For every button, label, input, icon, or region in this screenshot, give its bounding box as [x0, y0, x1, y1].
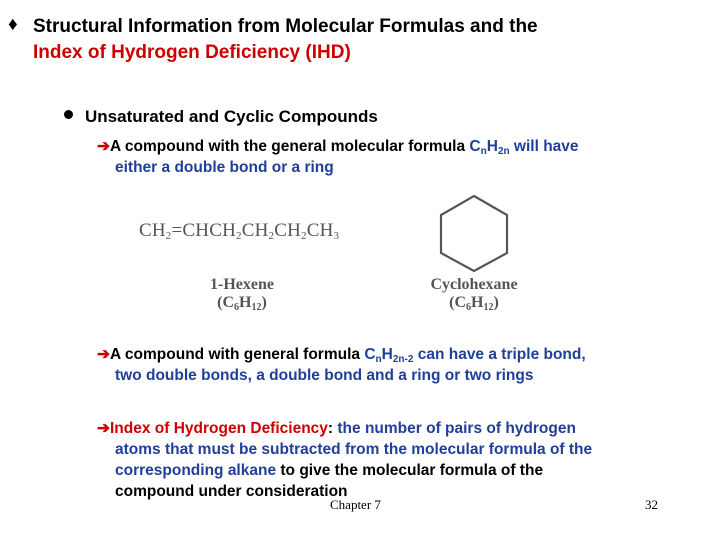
mf-sub: 6 — [466, 302, 472, 313]
page-title — [33, 14, 703, 66]
title-line-1: Structural Information from Molecular Formulas and the — [33, 16, 538, 37]
mf-part: H — [239, 294, 252, 311]
point-2-after: can have a triple bond, — [413, 346, 586, 363]
round-bullet-icon — [64, 110, 73, 119]
formula-n: n — [375, 354, 382, 365]
hexene-part: CH — [139, 220, 166, 241]
mf-sub: 12 — [483, 302, 494, 313]
point-2-line-2: two double bonds, a double bond and a ring or two rings — [115, 367, 534, 384]
ihd-line-4: compound under consideration — [115, 483, 348, 500]
ihd-text-1: the number of pairs of hydrogen — [333, 420, 576, 437]
cyclohexane-ring — [441, 196, 507, 271]
formula-2n: 2n — [497, 146, 510, 157]
mf-part: ) — [493, 294, 499, 311]
arrow-icon: ➔ — [97, 138, 110, 155]
hexene-sub: 3 — [333, 230, 340, 242]
footer-chapter: Chapter 7 — [330, 497, 381, 512]
formula-cn2n-2 — [364, 346, 413, 363]
ihd-line-2: atoms that must be subtracted from the molecular formula of the — [115, 441, 593, 458]
cyclohexane-ring-icon — [436, 193, 512, 273]
formula-h: H — [486, 138, 498, 155]
hexene-sub: 2 — [165, 230, 172, 242]
point-2 — [97, 344, 586, 386]
subheading: Unsaturated and Cyclic Compounds — [85, 107, 378, 126]
point-1-line-2: either a double bond or a ring — [115, 159, 334, 176]
cyclohexane-molecular-formula — [414, 294, 534, 312]
point-2-lead: A compound with general formula — [110, 346, 365, 363]
formula-h: H — [381, 346, 393, 363]
point-1-after: will have — [509, 138, 579, 155]
title-bullet-icon: ♦ — [8, 14, 18, 35]
hexene-structural-formula — [139, 220, 339, 242]
mf-part: ) — [261, 294, 267, 311]
ihd-colon: : — [327, 420, 334, 437]
hexene-part: CH — [274, 220, 302, 241]
cyclohexane-name: Cyclohexane — [430, 276, 518, 293]
mf-part: (C — [217, 294, 235, 311]
page-number: 32 — [645, 497, 658, 512]
hexene-part: CH — [306, 220, 334, 241]
hexene-name: 1-Hexene — [210, 276, 274, 293]
mf-sub: 6 — [234, 302, 240, 313]
cyclohexane-label — [414, 276, 534, 312]
formula-2n-2: 2n-2 — [392, 354, 414, 365]
ihd-corresponding-alkane: corresponding alkane — [115, 462, 277, 479]
mf-part: (C — [449, 294, 467, 311]
hexene-sub: 2 — [236, 230, 242, 242]
hexene-part: CH — [241, 220, 269, 241]
hexene-sub: 2 — [268, 230, 275, 242]
mf-sub: 12 — [251, 302, 262, 313]
title-line-2: Index of Hydrogen Deficiency (IHD) — [33, 42, 351, 63]
arrow-icon: ➔ — [97, 346, 110, 363]
mf-part: H — [471, 294, 484, 311]
formula-n: n — [480, 146, 487, 157]
formula-c: C — [469, 138, 481, 155]
ihd-line-3-rest: to give the molecular formula of the — [276, 462, 544, 479]
point-1 — [97, 136, 579, 178]
ihd-line-3 — [97, 460, 592, 481]
hexene-sub: 2 — [301, 230, 307, 242]
hexene-molecular-formula — [182, 294, 302, 312]
hexene-part: =CHCH — [171, 220, 237, 241]
ihd-term: Index of Hydrogen Deficiency — [110, 420, 328, 437]
hexene-label — [182, 276, 302, 312]
point-1-lead: A compound with the general molecular formula — [110, 138, 470, 155]
formula-c: C — [364, 346, 376, 363]
arrow-icon: ➔ — [97, 420, 110, 437]
point-3 — [97, 418, 592, 502]
formula-cn2n — [469, 138, 509, 155]
